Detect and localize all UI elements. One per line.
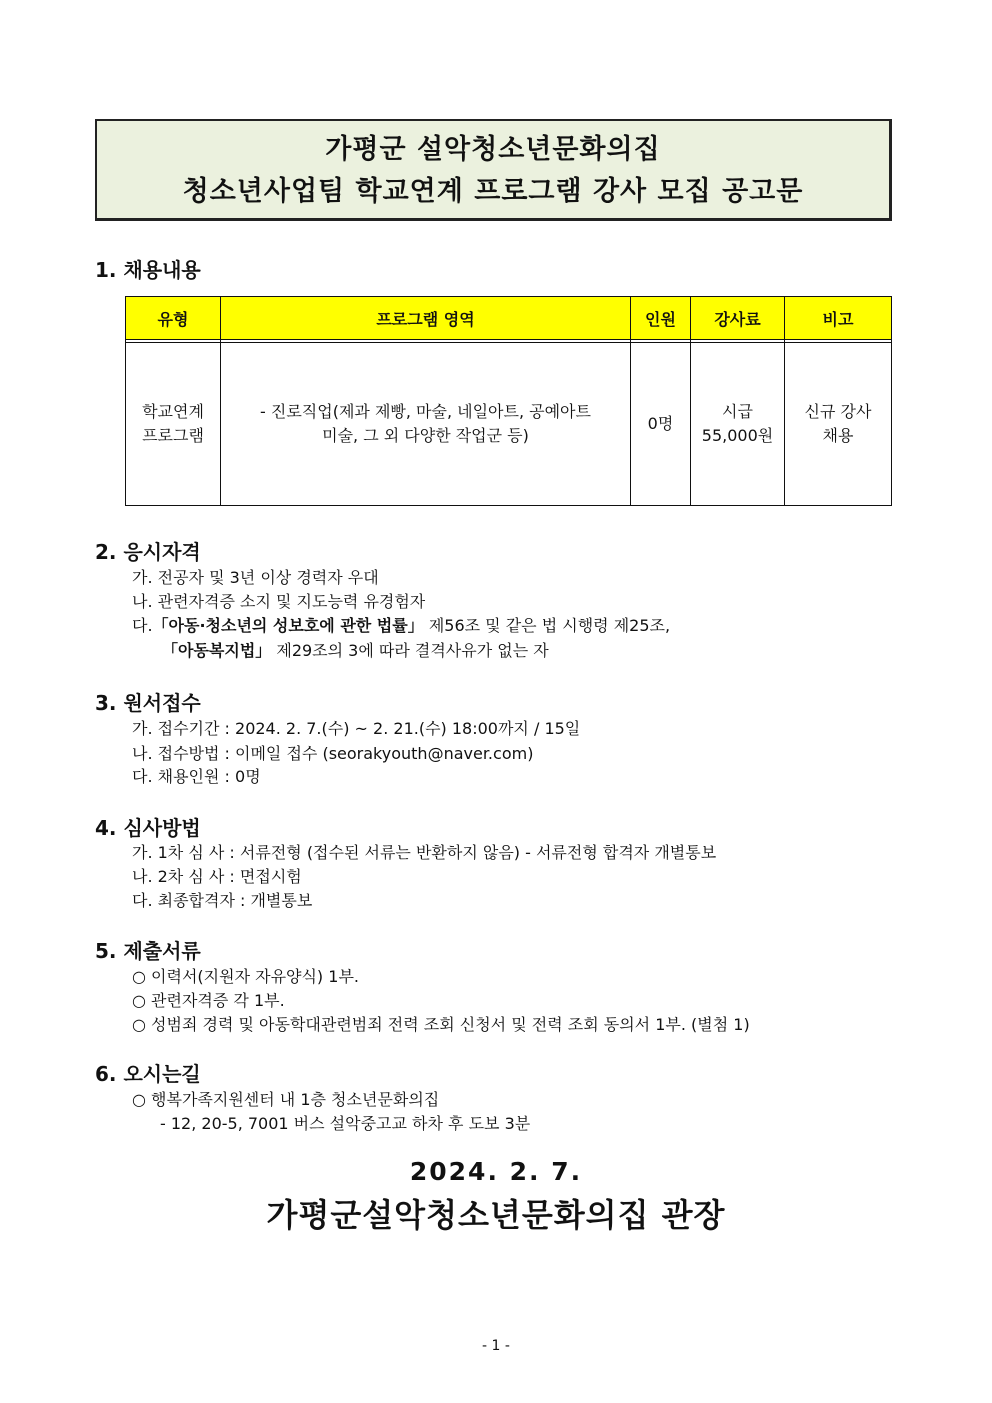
- table-header-fee: 강사료: [691, 297, 785, 340]
- cell-type: [126, 343, 221, 506]
- law-name-youth-protection: 「아동·청소년의 성보호에 관한 법률」: [152, 616, 424, 635]
- qualification-c: [132, 613, 670, 636]
- application-period: 가. 접수기간 : 2024. 2. 7.(수) ~ 2. 21.(수) 18:00까지 / 15일: [132, 719, 581, 738]
- application-method: 나. 접수방법 : 이메일 접수 (seorakyouth@naver.com): [132, 744, 534, 763]
- cell-note: [785, 343, 892, 506]
- section-heading-application: 3. 원서접수: [95, 691, 201, 715]
- title-box: [95, 119, 892, 221]
- directions-location: ○ 행복가족지원센터 내 1층 청소년문화의집: [132, 1090, 440, 1109]
- section-heading-qualifications: 2. 응시자격: [95, 540, 201, 564]
- qualification-b: 나. 관련자격증 소지 및 지도능력 유경험자: [132, 592, 426, 611]
- screening-second: 나. 2차 심 사 : 면접시험: [132, 867, 302, 886]
- cell-count: 0명: [631, 343, 691, 506]
- document-resume: ○ 이력서(지원자 자유양식) 1부.: [132, 967, 359, 986]
- cell-fee-line1: 시급: [722, 402, 753, 421]
- cell-area: [221, 343, 631, 506]
- table-header-count: 인원: [631, 297, 691, 340]
- cell-note-line1: 신규 강사: [804, 402, 872, 421]
- document-background-check: ○ 성범죄 경력 및 아동학대관련범죄 전력 조회 신청서 및 전력 조회 동의서 1부. (별첨 1): [132, 1015, 750, 1034]
- cell-fee: [691, 343, 785, 506]
- table-row: [126, 343, 892, 506]
- qualification-c-end: 제29조의 3에 따라 결격사유가 없는 자: [271, 641, 549, 660]
- directions-bus: - 12, 20-5, 7001 버스 설악중고교 하차 후 도보 3분: [160, 1114, 531, 1133]
- cell-fee-line2: 55,000원: [701, 426, 774, 445]
- qualification-c-prefix: 다.: [132, 616, 153, 635]
- document-certificate: ○ 관련자격증 각 1부.: [132, 991, 285, 1010]
- page-number: - 1 -: [482, 1338, 510, 1354]
- law-name-child-welfare: 「아동복지법」: [162, 641, 272, 660]
- section-heading-documents: 5. 제출서류: [95, 939, 201, 963]
- cell-note-line2: 채용: [822, 426, 854, 445]
- cell-type-line1: 학교연계: [142, 402, 204, 421]
- cell-area-line2: 미술, 그 외 다양한 작업군 등): [322, 426, 529, 445]
- title-line-1: 가평군 설악청소년문화의집: [325, 134, 661, 165]
- cell-type-line2: 프로그램: [142, 426, 204, 445]
- qualification-c-mid: 제56조 및 같은 법 시행령 제25조,: [423, 616, 671, 635]
- section-heading-directions: 6. 오시는길: [95, 1062, 201, 1086]
- section-heading-screening: 4. 심사방법: [95, 816, 201, 840]
- table-header-note: 비고: [785, 297, 892, 340]
- application-headcount: 다. 채용인원 : 0명: [132, 767, 261, 786]
- recruitment-table: [125, 296, 892, 506]
- cell-area-line1: - 진로직업(제과 제빵, 마술, 네일아트, 공예아트: [260, 402, 591, 421]
- table-header-area: 프로그램 영역: [221, 297, 631, 340]
- title-line-2: 청소년사업팀 학교연계 프로그램 강사 모집 공고문: [182, 176, 804, 207]
- section-heading-recruitment: 1. 채용내용: [95, 258, 201, 282]
- table-header-type: 유형: [126, 297, 221, 340]
- issuer-signature: 가평군설악청소년문화의집 관장: [266, 1196, 726, 1234]
- qualification-a: 가. 전공자 및 3년 이상 경력자 우대: [132, 568, 379, 587]
- notice-date: 2024. 2. 7.: [409, 1157, 583, 1186]
- screening-first: 가. 1차 심 사 : 서류전형 (접수된 서류는 반환하지 않음) - 서류전형 합격자 개별통보: [132, 843, 717, 862]
- screening-final: 다. 최종합격자 : 개별통보: [132, 891, 313, 910]
- qualification-c-continued: [162, 638, 549, 661]
